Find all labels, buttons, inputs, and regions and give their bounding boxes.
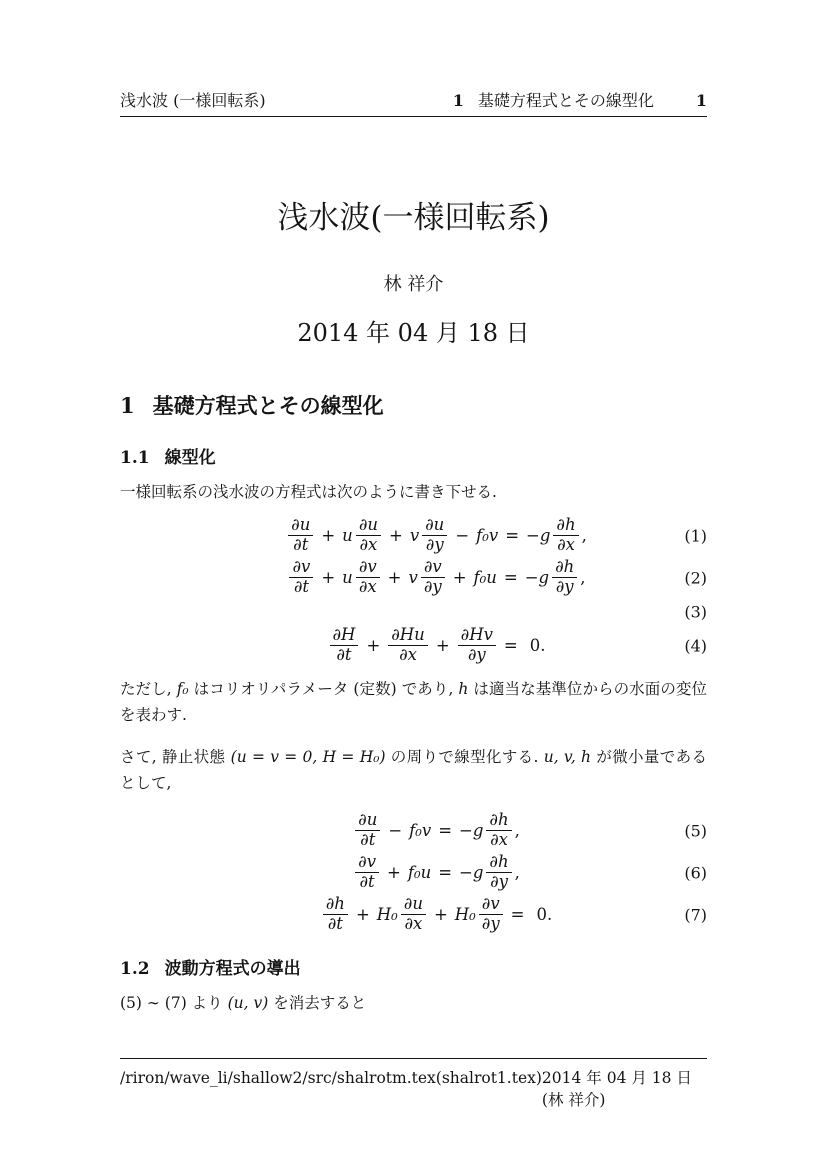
text-run: (5) ∼ (7) より — [120, 993, 228, 1012]
fraction: $\frac{\partial h}{\partial x}$ — [553, 516, 578, 555]
equation-number: (1) — [684, 526, 707, 546]
equation-body — [321, 895, 552, 934]
subsection-1-1-number: 1.1 — [120, 447, 150, 468]
subsection-1-2-number: 1.2 — [120, 958, 150, 979]
math-operator: − — [455, 526, 470, 546]
fraction: $\frac{\partial v}{\partial y}$ — [421, 558, 445, 597]
math-term: −g — [459, 821, 484, 841]
equation-body — [353, 853, 520, 892]
equation-row — [120, 852, 707, 894]
inline-math: f₀ — [176, 679, 189, 698]
math-term: f₀v — [476, 526, 499, 546]
paragraph-derive — [120, 990, 707, 1016]
equation-number: (3) — [684, 602, 707, 622]
math-operator: + — [388, 526, 403, 546]
equation-row — [120, 557, 707, 599]
text-run: 一様回転系の浅水波の方程式は次のように書き下せる. — [120, 482, 497, 501]
equation-row — [120, 515, 707, 557]
math-term: , — [580, 568, 586, 588]
text-run: さて, 静止状態 — [120, 747, 231, 766]
equation-row — [120, 625, 707, 667]
text-run: はコリオリパラメータ (定数) であり, — [188, 679, 459, 698]
inline-math: h — [458, 679, 469, 698]
running-header — [120, 88, 707, 117]
fraction: $\frac{\partial Hv}{\partial y}$ — [458, 626, 496, 665]
inline-math: (u = v = 0, H = H₀) — [230, 747, 386, 766]
equation-row — [120, 810, 707, 852]
math-term: H₀ — [376, 905, 398, 925]
math-operator: = — [503, 568, 518, 588]
section-1-title: 基礎方程式とその線型化 — [152, 393, 384, 419]
fraction: $\frac{\partial Hu}{\partial x}$ — [388, 626, 428, 665]
math-operator: + — [433, 905, 448, 925]
inline-math: (u, v) — [227, 993, 269, 1012]
section-1-heading — [120, 392, 707, 420]
math-term: 0. — [536, 905, 553, 925]
math-term: , — [514, 821, 520, 841]
subsection-1-2-title: 波動方程式の導出 — [164, 958, 301, 979]
math-term: , — [514, 863, 520, 883]
fraction: $\frac{\partial u}{\partial t}$ — [355, 811, 380, 850]
equation-row — [120, 894, 707, 936]
fraction: $\frac{\partial v}{\partial y}$ — [479, 895, 503, 934]
footer-file-path: /riron/wave_li/shallow2/src/shalrotm.tex(shalrot1.tex) — [120, 1069, 542, 1087]
subsection-1-1-title: 線型化 — [164, 447, 216, 468]
math-term: v — [408, 568, 418, 588]
equation-block-b — [120, 810, 707, 936]
paragraph-intro — [120, 479, 707, 505]
fraction: $\frac{\partial v}{\partial t}$ — [355, 853, 379, 892]
document-author: 林 祥介 — [383, 274, 444, 296]
equation-row — [120, 599, 707, 625]
text-run: ただし, — [120, 679, 177, 698]
subsection-1-2-heading — [120, 958, 707, 981]
text-run: が微小量であるとして, — [120, 747, 707, 792]
math-term: −g — [459, 863, 484, 883]
math-operator: + — [366, 636, 381, 656]
math-operator: + — [387, 863, 401, 883]
math-operator: = — [505, 526, 520, 546]
math-term: f₀u — [407, 863, 432, 883]
fraction: $\frac{\partial h}{\partial y}$ — [552, 558, 577, 597]
math-term: H₀ — [454, 905, 476, 925]
header-left-title: 浅水波 (一様回転系) — [120, 91, 266, 110]
equation-body — [353, 811, 520, 850]
math-term: , — [581, 526, 587, 546]
math-operator: + — [435, 636, 450, 656]
math-operator: + — [355, 905, 370, 925]
equation-body — [287, 558, 585, 597]
equation-number: (6) — [684, 863, 707, 883]
math-operator: = — [510, 905, 525, 925]
fraction: $\frac{\partial u}{\partial x}$ — [356, 516, 381, 555]
equation-body — [286, 516, 587, 555]
equation-number: (7) — [684, 905, 707, 925]
header-section-number: 1 — [452, 91, 464, 110]
math-operator: − — [388, 821, 403, 841]
math-term: v — [409, 526, 420, 546]
header-page-number: 1 — [695, 91, 707, 110]
text-run: の周りで線型化する. — [385, 747, 544, 766]
fraction: $\frac{\partial u}{\partial t}$ — [288, 516, 313, 555]
fraction: $\frac{\partial v}{\partial x}$ — [356, 558, 380, 597]
math-term: −g — [524, 568, 550, 588]
document-date: 2014 年 04 月 18 日 — [297, 319, 530, 348]
math-term: u — [342, 526, 353, 546]
math-operator: + — [452, 568, 467, 588]
header-right — [453, 88, 707, 111]
equation-number: (5) — [684, 821, 707, 841]
math-operator: + — [321, 526, 336, 546]
document-title: 浅水波(一様回転系) — [277, 200, 550, 236]
equation-number: (2) — [684, 568, 707, 588]
fraction: $\frac{\partial H}{\partial t}$ — [330, 626, 359, 665]
math-term: u — [342, 568, 353, 588]
equation-body — [328, 626, 546, 665]
subsection-1-1-heading — [120, 447, 707, 470]
fraction: $\frac{\partial v}{\partial t}$ — [289, 558, 313, 597]
equation-block-a — [120, 515, 707, 667]
fraction: $\frac{\partial u}{\partial y}$ — [422, 516, 447, 555]
math-operator: + — [321, 568, 336, 588]
equation-number: (4) — [684, 636, 707, 656]
math-term: 0. — [529, 636, 546, 656]
section-1-number: 1 — [120, 393, 135, 419]
math-term: −g — [526, 526, 551, 546]
paragraph-linearize — [120, 744, 707, 796]
text-run: を消去すると — [268, 993, 367, 1012]
math-operator: + — [387, 568, 402, 588]
math-operator: = — [503, 636, 518, 656]
fraction: $\frac{\partial u}{\partial x}$ — [401, 895, 426, 934]
math-operator: = — [438, 821, 453, 841]
page-footer — [120, 1058, 707, 1110]
math-term: f₀u — [473, 568, 497, 588]
header-section-title: 基礎方程式とその線型化 — [477, 91, 654, 110]
fraction: $\frac{\partial h}{\partial y}$ — [486, 853, 511, 892]
footer-date-author: 2014 年 04 月 18 日 (林 祥介) — [541, 1069, 692, 1109]
inline-math: u, v, h — [543, 747, 592, 766]
math-operator: = — [438, 863, 453, 883]
text-run: は適当な基準位からの水面の変位を表わす. — [120, 679, 707, 724]
math-term: f₀v — [409, 821, 432, 841]
fraction: $\frac{\partial h}{\partial x}$ — [486, 811, 511, 850]
paragraph-note — [120, 676, 707, 728]
fraction: $\frac{\partial h}{\partial t}$ — [323, 895, 348, 934]
